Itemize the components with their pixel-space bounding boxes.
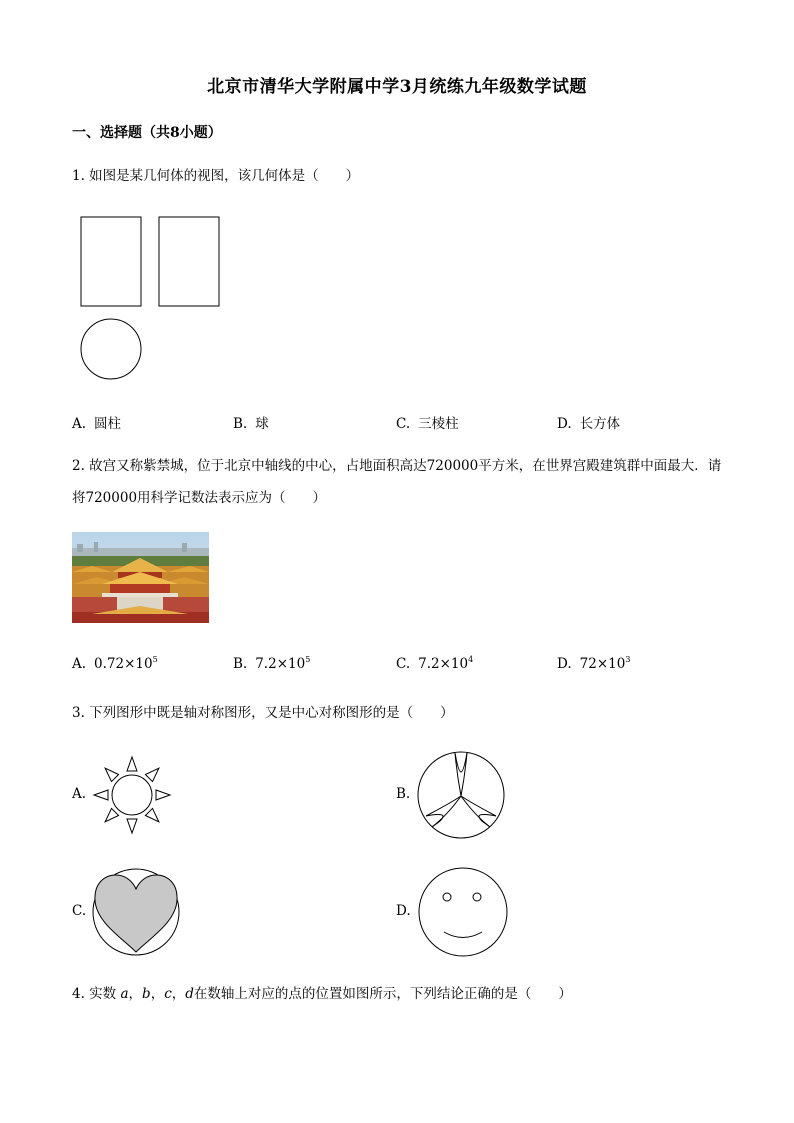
question-3-text: 3. 下列图形中既是轴对称图形，又是中心对称图形的是（ ） xyxy=(72,705,454,721)
left-eye xyxy=(443,893,451,901)
right-eye xyxy=(473,893,481,901)
side-view-rectangle xyxy=(159,217,219,306)
question-1-views-figure xyxy=(78,214,224,386)
top-view-circle xyxy=(81,319,141,379)
q2-option-d[interactable]: D. $72\times 10^3$ xyxy=(557,655,631,672)
question-4-text: 4. 实数 a，b，c，d在数轴上对应的点的位置如图所示，下列结论正确的是（ ） xyxy=(72,986,572,1002)
q3-option-a-label[interactable]: A. xyxy=(72,786,87,802)
front-view-rectangle xyxy=(81,217,141,306)
q2-option-c[interactable]: C. $7.2\times 10^4$ xyxy=(396,655,474,672)
q3-option-d-label[interactable]: D. xyxy=(396,903,411,919)
three-blade-curves xyxy=(426,753,496,827)
q1-option-b[interactable]: B. 球 xyxy=(233,416,269,432)
var-c: c xyxy=(164,986,172,1002)
question-2-text-line-1: 2. 故宫又称紫禁城，位于北京中轴线的中心，占地面积高达720000平方米，在世界宫殿建筑群中面最大．请 xyxy=(72,458,722,474)
q1-option-c[interactable]: C. 三棱柱 xyxy=(396,416,459,432)
sun-circle xyxy=(112,775,152,815)
sun-ray xyxy=(94,790,108,800)
var-d: d xyxy=(185,986,194,1002)
sun-ray xyxy=(127,819,137,833)
q1-option-d[interactable]: D. 长方体 xyxy=(557,416,621,432)
q3-option-c-label[interactable]: C. xyxy=(72,903,87,919)
sun-ray xyxy=(145,808,158,821)
q2-option-a[interactable]: A. $0.72\times 10^5$ xyxy=(72,655,158,672)
question-2-text-line-2: 将720000用科学记数法表示应为（ ） xyxy=(72,490,327,506)
var-b: b xyxy=(142,986,151,1002)
q3-option-a-sun-figure[interactable] xyxy=(88,752,176,838)
smile-mouth xyxy=(444,932,482,938)
sun-ray xyxy=(105,808,118,821)
q2-option-b[interactable]: B. $7.2\times 10^5$ xyxy=(233,655,311,672)
question-1-text: 1. 如图是某几何体的视图，该几何体是（ ） xyxy=(72,168,360,184)
sun-ray xyxy=(127,757,137,771)
forbidden-city-photo xyxy=(72,532,209,623)
q3-option-d-smiley-figure[interactable] xyxy=(416,865,510,959)
face-circle xyxy=(419,868,507,956)
q1-option-a[interactable]: A. 圆柱 xyxy=(72,416,122,432)
var-a: a xyxy=(120,986,129,1002)
q3-option-c-heart-figure[interactable] xyxy=(90,866,182,958)
page-title: 北京市清华大学附属中学3月统练九年级数学试题 xyxy=(207,77,587,97)
sun-rays xyxy=(94,757,170,833)
q3-option-b-label[interactable]: B. xyxy=(396,786,411,802)
sun-ray xyxy=(156,790,170,800)
section-heading: 一、选择题（共8小题） xyxy=(72,125,222,141)
sun-ray xyxy=(105,768,118,781)
heart-shape xyxy=(95,875,177,952)
q3-option-b-figure[interactable] xyxy=(415,750,507,840)
sun-ray xyxy=(145,768,158,781)
